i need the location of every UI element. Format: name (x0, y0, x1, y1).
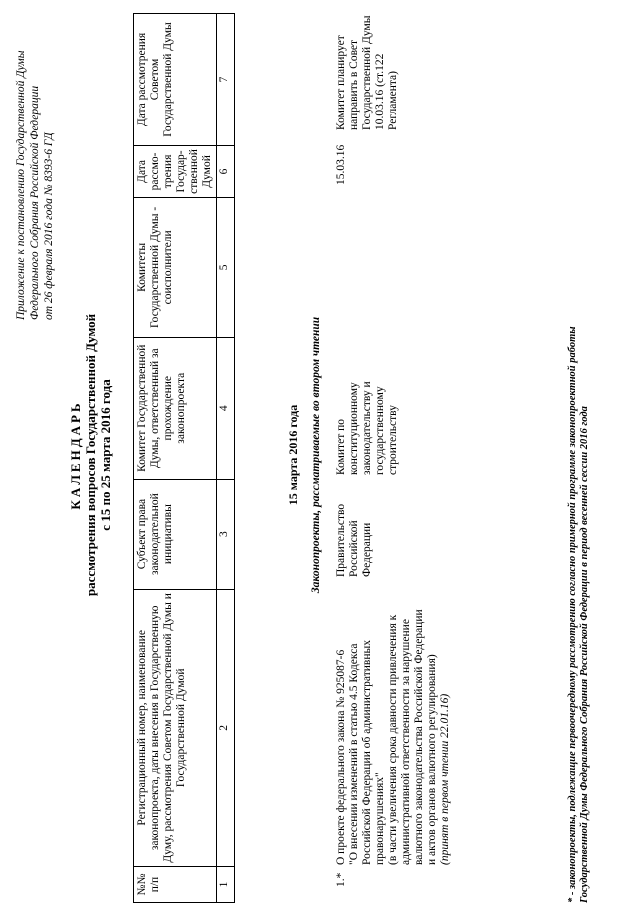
title-subtitle: рассмотрения вопросов Государственной Думой (83, 313, 98, 597)
footnote (567, 13, 591, 903)
header-bill: Регистрационный номер, наименование законопроекта, даты внесения в Государственную Думу, рассмотрения Советом Государственной Думы и Государственной Думой (134, 589, 217, 866)
column-number: 1 (217, 867, 235, 903)
bill-quote: "О внесении изменений в статью 4.5 Кодекса Российской Федерации об административных правонарушениях" (348, 640, 386, 865)
bill-note: (в части увеличения срока давности привлечения к административной ответственности за нарушение валютного законодательства Российской Федерации и актов органов валютного регулирования) (387, 609, 438, 865)
resolution-line-3: от 26 февраля 2016 года № 8393-6 ГД (43, 132, 55, 320)
header-council-date: Дата рассмотрения Советом Государственной Думы (134, 14, 217, 146)
day-heading: 15 марта 2016 года (286, 404, 300, 506)
column-number: 4 (217, 337, 235, 479)
initiative-subject: Правительство Российской Федерации (335, 503, 373, 577)
column-number: 6 (217, 145, 235, 197)
footnote-line-2: Государственной Думы Федерального Собрания Российской Федерации в период весенней сессии 2016 года (579, 406, 590, 903)
council-note: Комитет планирует направить в Совет Государственной Думы 10.03.16 (ст.122 Регламента) (335, 15, 399, 130)
resolution-line-2: Федерального Собрания Российской Федерации (29, 85, 41, 320)
column-number: 7 (217, 14, 235, 146)
row-number: 1.* (335, 872, 347, 887)
column-number: 5 (217, 197, 235, 337)
bill-description (335, 605, 452, 865)
bill-title-line: О проекте федерального закона № 925087-6 (335, 649, 347, 865)
footnote-line-1: * - законопроекты, подлежащие первоочередному рассмотрению согласно примерной программе законопроектной работы (567, 326, 578, 903)
header-number: №№ п/п (134, 867, 217, 903)
resolution-line-1: Приложение к постановлению Государственной Думы (15, 50, 27, 320)
section-heading: Законопроекты, рассматриваемые во втором чтении (310, 316, 322, 594)
resolution-reference (14, 10, 56, 320)
responsible-committee: Комитет по конституционному законодательству и государственному строительству (335, 381, 399, 475)
duma-date: 15.03.16 (335, 144, 347, 185)
document-title (68, 205, 113, 705)
header-co-committees: Комитеты Государственной Думы - соисполнители (134, 197, 217, 337)
column-number: 2 (217, 589, 235, 866)
calendar-table-header (133, 13, 235, 903)
header-subject: Субъект права законодательной инициативы (134, 479, 217, 589)
title-period: с 15 по 25 марта 2016 года (98, 379, 113, 531)
bill-status: (принят в первом чтении 22.01.16) (439, 693, 451, 865)
column-number: 3 (217, 479, 235, 589)
header-duma-date: Дата рассмо-трения Государ-ственной Думой (134, 145, 217, 197)
title-main: КАЛЕНДАРЬ (68, 400, 83, 510)
header-committee: Комитет Государственной Думы, ответственный за прохождение законопроекта (134, 337, 217, 479)
